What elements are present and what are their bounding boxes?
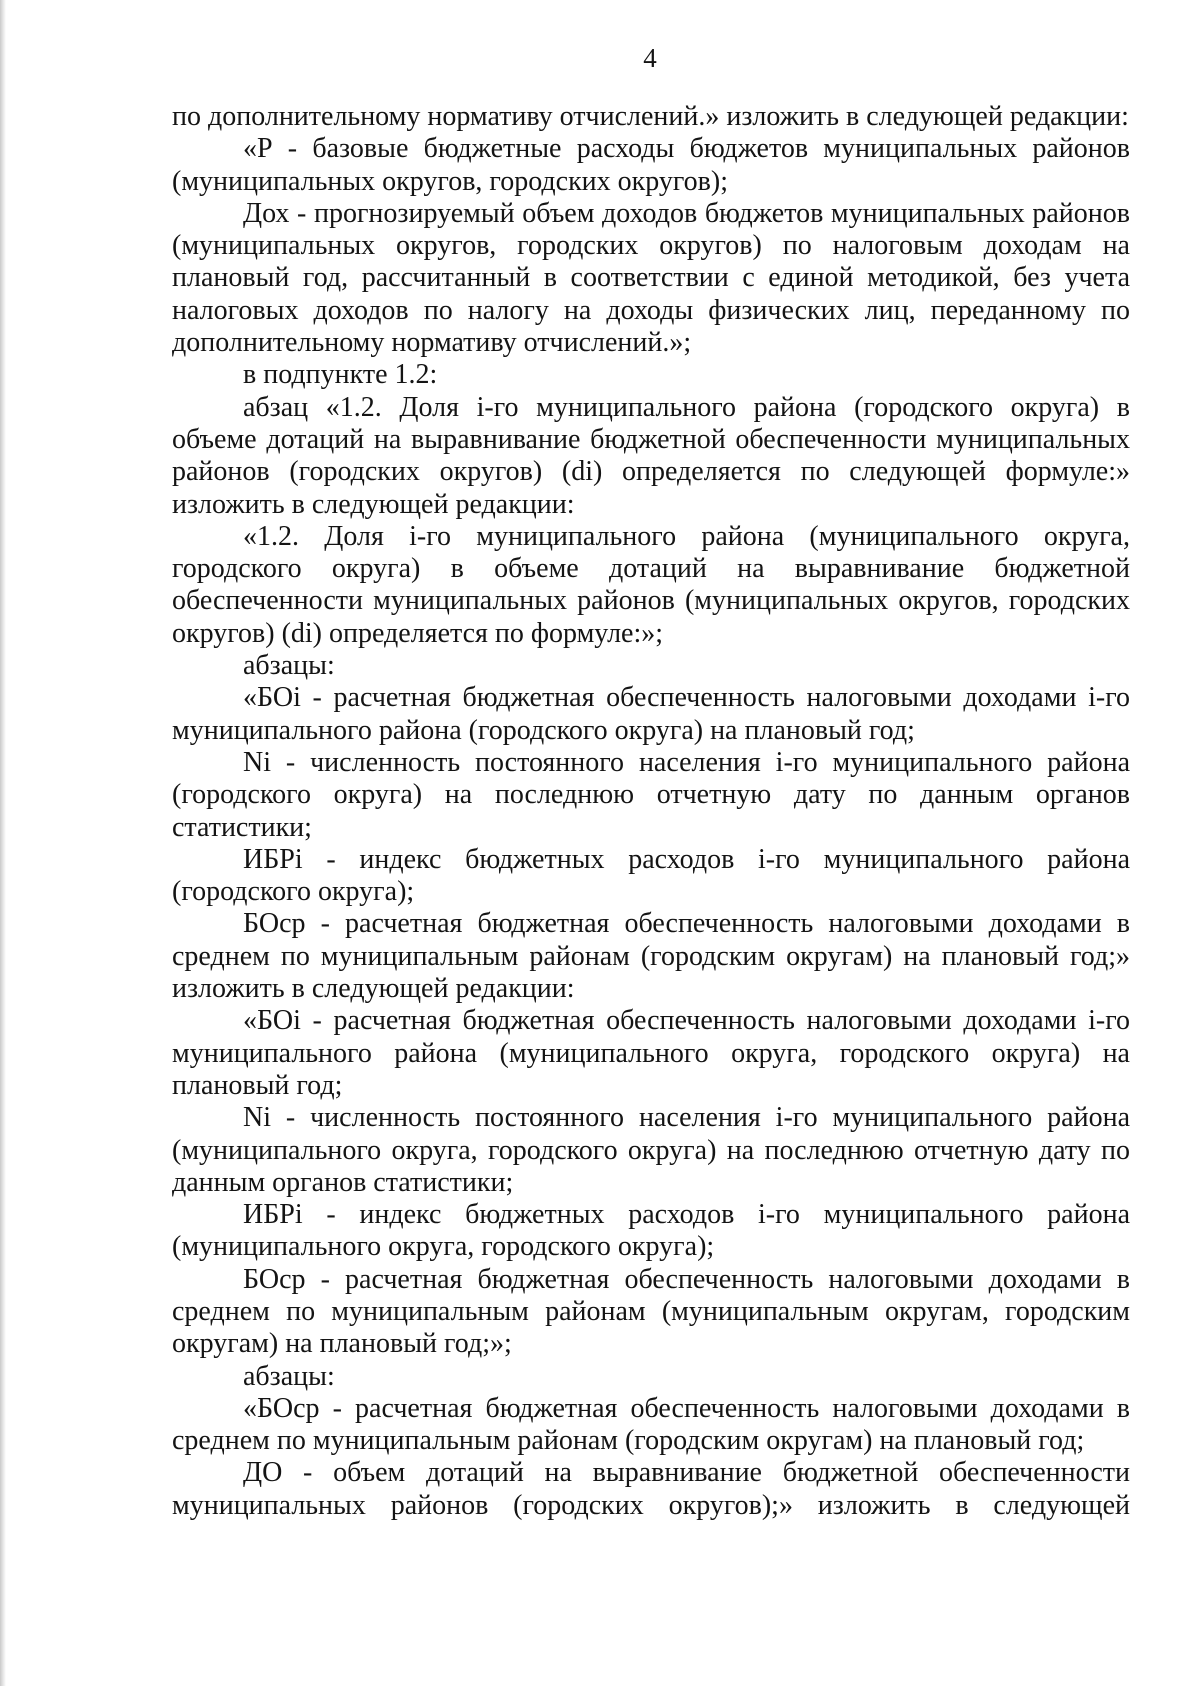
paragraph: Ni - численность постоянного населения i-го муниципального района (городского округа) на последнюю отчетную дату по данным органов статистики;	[172, 746, 1130, 843]
paragraph: «БОi - расчетная бюджетная обеспеченность налоговыми доходами i-го муниципального района (муниципального округа, городского округа) на плановый год;	[172, 1005, 1130, 1101]
paragraph: ИБРi - индекс бюджетных расходов i-го муниципального района (городского округа);	[172, 843, 1130, 908]
paragraph: абзацы:	[243, 650, 335, 682]
page-number: 4	[643, 43, 657, 73]
paragraph: Ni - численность постоянного населения i-го муниципального района (муниципального округа, городского округа) на последнюю отчетную дату по данным органов статистики;	[172, 1102, 1130, 1198]
paragraph: «1.2. Доля i-го муниципального района (муниципального округа, городского округа) в объеме дотаций на выравнивание бюджетной обеспеченности муниципальных районов (муниципальных округов, городских округов) (di) определяется по формуле:»;	[172, 520, 1130, 649]
paragraph: абзацы:	[243, 1360, 335, 1392]
document-body	[172, 101, 1130, 1522]
scan-edge	[0, 0, 6, 1686]
paragraph: «БОср - расчетная бюджетная обеспеченность налоговыми доходами в среднем по муниципальным районам (городским округам) на плановый год;	[172, 1392, 1130, 1457]
paragraph: ДО - объем дотаций на выравнивание бюджетной обеспеченности муниципальных районов (городских округов);» изложить в следующей	[172, 1457, 1130, 1521]
paragraph: БОср - расчетная бюджетная обеспеченность налоговыми доходами в среднем по муниципальным районам (городским округам) на плановый год;» изложить в следующей редакции:	[172, 908, 1130, 1005]
paragraph: Дох - прогнозируемый объем доходов бюджетов муниципальных районов (муниципальных округов, городских округов) по налоговым доходам на плановый год, рассчитанный в соответствии с единой методикой, без учета налоговых доходов по налогу на доходы физических лиц, переданному по дополнительному нормативу отчислений.»;	[172, 197, 1130, 359]
paragraph: абзац «1.2. Доля i-го муниципального района (городского округа) в объеме дотаций на выравнивание бюджетной обеспеченности муниципальных районов (городских округов) (di) определяется по следующей формуле:» изложить в следующей редакции:	[172, 391, 1130, 520]
paragraph: по дополнительному нормативу отчислений.» изложить в следующей редакции:	[172, 101, 1129, 132]
paragraph: БОср - расчетная бюджетная обеспеченность налоговыми доходами в среднем по муниципальным районам (муниципальным округам, городским округам) на плановый год;»;	[172, 1263, 1130, 1360]
paragraph: ИБРi - индекс бюджетных расходов i-го муниципального района (муниципального округа, городского округа);	[172, 1199, 1130, 1263]
paragraph: «Р - базовые бюджетные расходы бюджетов муниципальных районов (муниципальных округов, городских округов);	[172, 133, 1130, 197]
paragraph: в подпункте 1.2:	[243, 359, 438, 391]
paragraph: «БОi - расчетная бюджетная обеспеченность налоговыми доходами i-го муниципального района (городского округа) на плановый год;	[172, 682, 1130, 746]
